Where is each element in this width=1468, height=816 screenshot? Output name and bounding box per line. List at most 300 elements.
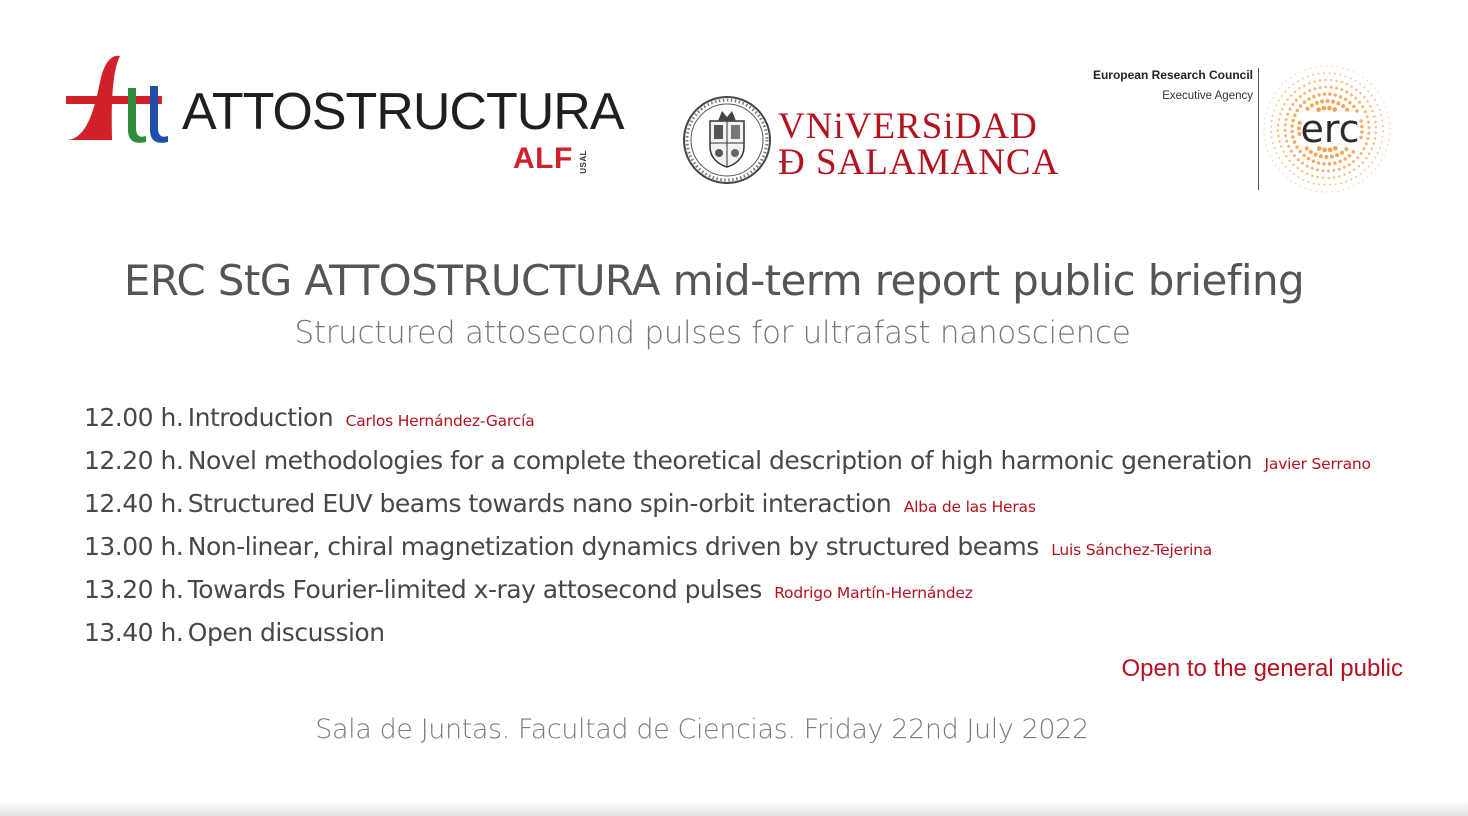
erc-burst-dot <box>1366 100 1368 102</box>
agenda-topic: Structured EUV beams towards nano spin-orbit interaction <box>187 489 892 518</box>
erc-burst-dot <box>1284 134 1287 137</box>
erc-burst-dot <box>1388 117 1389 118</box>
erc-burst-dot <box>1345 75 1347 77</box>
agenda-topic: Introduction <box>187 403 334 432</box>
erc-burst-dot <box>1348 69 1349 70</box>
erc-burst-dot <box>1345 90 1348 93</box>
erc-burst-dot <box>1380 114 1382 116</box>
erc-burst-dot <box>1372 142 1374 144</box>
erc-burst-dot <box>1368 152 1370 154</box>
erc-burst-dot <box>1303 92 1306 95</box>
erc-burst-dot <box>1324 184 1326 186</box>
erc-burst-dot <box>1295 74 1296 75</box>
erc-burst-dot <box>1311 167 1314 170</box>
agenda-speaker: Luis Sánchez-Tejerina <box>1051 541 1213 559</box>
erc-burst-dot <box>1298 176 1300 178</box>
erc-burst-dot <box>1337 66 1338 67</box>
erc-burst-dot <box>1275 165 1276 166</box>
erc-burst-dot <box>1327 191 1328 192</box>
erc-burst-dot <box>1288 87 1290 89</box>
erc-burst-dot <box>1295 145 1299 149</box>
erc-burst-dot <box>1366 115 1369 118</box>
erc-burst-dot <box>1359 92 1361 94</box>
erc-burst-dot <box>1358 74 1359 75</box>
erc-burst-dot <box>1297 80 1299 82</box>
erc-burst-dot <box>1292 163 1294 165</box>
erc-burst-dot <box>1288 160 1290 162</box>
erc-burst-dot <box>1275 104 1277 106</box>
erc-burst-dot <box>1319 79 1321 81</box>
erc-burst-dot <box>1371 110 1373 112</box>
erc-burst-dot <box>1306 173 1308 175</box>
agenda-time: 13.40 h. <box>84 618 184 647</box>
erc-burst-dot <box>1284 91 1286 93</box>
erc-council-label: European Research Council <box>1092 68 1253 82</box>
logo-bar <box>0 0 1468 210</box>
erc-burst-dot <box>1350 93 1353 96</box>
erc-burst-dot <box>1356 156 1359 159</box>
erc-burst-dot <box>1277 135 1279 137</box>
erc-burst-dot <box>1374 121 1376 123</box>
erc-burst-dot <box>1340 182 1342 184</box>
erc-burst-dot <box>1371 161 1373 163</box>
erc-burst-dot <box>1327 169 1330 172</box>
erc-burst-dot <box>1332 66 1333 67</box>
erc-burst-dot <box>1305 188 1306 189</box>
erc-burst-dot <box>1335 87 1338 90</box>
erc-burst-dot <box>1343 173 1345 175</box>
erc-burst-dot <box>1308 89 1311 92</box>
erc-burst-dot <box>1293 154 1296 157</box>
erc-burst-dot <box>1275 92 1276 93</box>
erc-burst-dot <box>1312 159 1316 163</box>
erc-burst-dot <box>1358 183 1359 184</box>
erc-burst-dot <box>1362 77 1363 78</box>
salamanca-wordmark-line2: Ð SALAMANCA <box>778 142 1060 183</box>
erc-burst-dot <box>1348 154 1352 158</box>
erc-burst-dot <box>1374 99 1376 101</box>
erc-burst-dot <box>1361 105 1364 108</box>
erc-burst-dot <box>1291 119 1295 123</box>
erc-burst-dot <box>1360 173 1362 175</box>
erc-burst-dot <box>1380 141 1382 143</box>
page-title: ERC StG ATTOSTRUCTURA mid-term report public briefing <box>123 256 1305 305</box>
erc-burst-dot <box>1385 106 1386 107</box>
erc-burst-dot <box>1324 79 1326 81</box>
erc-burst-dot <box>1353 71 1354 72</box>
erc-burst-dot <box>1320 99 1324 103</box>
erc-burst-dot <box>1359 119 1363 123</box>
erc-burst-dot <box>1374 157 1376 159</box>
erc-burst-dot <box>1374 137 1376 139</box>
erc-burst-dot <box>1330 86 1333 89</box>
erc-burst-dot <box>1319 86 1322 89</box>
erc-burst-dot <box>1267 107 1268 108</box>
erc-burst-dot <box>1379 147 1381 149</box>
erc-burst-dot <box>1348 187 1349 188</box>
erc-burst-dot <box>1360 152 1363 155</box>
erc-burst-dot <box>1365 142 1368 145</box>
erc-burst-dot <box>1290 77 1291 78</box>
open-to-public-note: Open to the general public <box>1121 655 1403 682</box>
erc-burst-dot <box>1353 168 1355 170</box>
erc-burst-dot <box>1340 88 1343 91</box>
erc-burst-dot <box>1328 162 1332 166</box>
erc-burst-dot <box>1286 177 1287 178</box>
erc-burst-dot <box>1272 115 1274 117</box>
erc-burst-dot <box>1264 123 1265 124</box>
erc-burst-dot <box>1375 169 1376 170</box>
erc-burst-dot <box>1321 169 1324 172</box>
erc-burst-dot <box>1287 145 1290 148</box>
erc-burst-dot <box>1301 170 1303 172</box>
erc-burst-dot <box>1350 77 1352 79</box>
erc-burst-dot <box>1367 121 1370 124</box>
erc-burst-dot <box>1271 120 1273 122</box>
erc-burst-dot <box>1389 134 1390 135</box>
erc-burst-dot <box>1373 115 1375 117</box>
attostructura-logo <box>66 52 624 182</box>
universidad-salamanca-logo <box>682 95 1060 190</box>
erc-burst-dot <box>1285 140 1288 143</box>
erc-burst-dot <box>1359 83 1361 85</box>
erc-burst-dot <box>1365 157 1367 159</box>
erc-burst-dot <box>1378 92 1379 93</box>
erc-burst-dot <box>1352 160 1355 163</box>
erc-burst-dot <box>1336 101 1340 105</box>
erc-burst-dot <box>1387 112 1388 113</box>
erc-burst-dot <box>1269 102 1270 103</box>
erc-burst-dot <box>1384 155 1385 156</box>
erc-burst-dot <box>1340 81 1342 83</box>
erc-burst-dot <box>1290 130 1294 134</box>
erc-burst-dot <box>1339 74 1341 76</box>
erc-burst-dot <box>1291 135 1295 139</box>
erc-burst-dot <box>1312 95 1316 99</box>
erc-burst-dot <box>1333 176 1335 178</box>
erc-burst-dot <box>1292 83 1294 85</box>
erc-burst-dot <box>1295 183 1296 184</box>
erc-burst-dot <box>1283 103 1285 105</box>
erc-burst-dot <box>1281 108 1283 110</box>
erc-burst-dot <box>1303 84 1305 86</box>
erc-burst-dot <box>1289 170 1291 172</box>
erc-burst-dot <box>1294 90 1296 92</box>
erc-burst-dot <box>1326 65 1327 66</box>
erc-burst-dot <box>1335 153 1339 157</box>
erc-burst-dot <box>1285 118 1288 121</box>
agenda-item <box>84 484 1414 527</box>
erc-burst-dot <box>1290 94 1292 96</box>
erc-burst-dot <box>1330 155 1334 159</box>
erc-burst-dot <box>1291 103 1294 106</box>
attostructura-mark-icon <box>66 52 176 147</box>
erc-burst-dot <box>1270 131 1272 133</box>
erc-burst-dot <box>1355 176 1357 178</box>
erc-burst-dot <box>1371 173 1372 174</box>
attostructura-wordmark: ATTOSTRUCTURA <box>182 83 624 141</box>
erc-burst-dot <box>1310 68 1311 69</box>
agenda-topic: Novel methodologies for a complete theoretical description of high harmonic generation <box>187 446 1253 475</box>
erc-burst-dot <box>1299 71 1300 72</box>
erc-burst-dot <box>1307 97 1311 101</box>
erc-burst-dot <box>1272 160 1273 161</box>
agenda-speaker: Alba de las Heras <box>903 498 1036 516</box>
erc-burst-dot <box>1342 67 1343 68</box>
erc-burst-dot <box>1315 66 1316 67</box>
erc-burst-dot <box>1278 118 1280 120</box>
salamanca-wordmark-line1: VNiVERSiDAD <box>778 106 1038 147</box>
erc-burst-dot <box>1377 104 1379 106</box>
erc-burst-dot <box>1282 150 1284 152</box>
erc-burst-dot <box>1322 177 1324 179</box>
erc-burst-dot <box>1290 150 1293 153</box>
erc-burst-dot <box>1307 75 1309 77</box>
erc-burst-dot <box>1375 132 1377 134</box>
erc-burst-dot <box>1314 153 1318 157</box>
erc-burst-dot <box>1323 92 1327 96</box>
erc-burst-dot <box>1277 124 1279 126</box>
erc-burst-dot <box>1348 101 1352 105</box>
erc-burst-dot <box>1293 140 1297 144</box>
erc-burst-dot <box>1278 157 1280 159</box>
erc-burst-dot <box>1364 110 1367 113</box>
erc-burst-dot <box>1318 183 1320 185</box>
erc-burst-dot <box>1329 184 1331 186</box>
agenda-time: 13.20 h. <box>84 575 184 604</box>
erc-burst-dot <box>1269 155 1270 156</box>
erc-burst-dot <box>1282 173 1283 174</box>
erc-burst-dot <box>1363 180 1364 181</box>
erc-burst-dot <box>1319 154 1323 158</box>
page-subtitle: Structured attosecond pulses for ultrafast nanoscience <box>294 315 1131 351</box>
erc-burst-dot <box>1296 167 1298 169</box>
erc-burst-dot <box>1303 100 1307 104</box>
erc-burst-dot <box>1360 125 1364 129</box>
erc-burst-dot <box>1355 88 1357 90</box>
agenda-item <box>84 570 1414 613</box>
erc-agency-label: Executive Agency <box>1162 90 1253 102</box>
erc-burst-dot <box>1278 169 1279 170</box>
erc-burst-dot <box>1331 100 1335 104</box>
erc-burst-dot <box>1355 80 1357 82</box>
erc-burst-dot <box>1281 95 1283 97</box>
erc-burst-dot <box>1279 113 1281 115</box>
erc-burst-dot <box>1327 177 1329 179</box>
erc-burst-dot <box>1315 101 1319 105</box>
erc-logo <box>1076 62 1396 194</box>
erc-burst-dot <box>1330 79 1332 81</box>
erc-burst-dot <box>1323 72 1325 74</box>
erc-burst-dot <box>1306 164 1309 167</box>
erc-burst-dot <box>1321 66 1322 67</box>
erc-burst-dot <box>1311 174 1313 176</box>
erc-burst-dot <box>1381 160 1382 161</box>
erc-burst-dot <box>1302 179 1304 181</box>
erc-burst-dot <box>1317 93 1321 97</box>
erc-burst-dot <box>1313 80 1315 82</box>
agenda-time: 12.40 h. <box>84 489 184 518</box>
erc-burst-dot <box>1383 101 1384 102</box>
erc-burst-dot <box>1335 80 1337 82</box>
erc-burst-dot <box>1379 109 1381 111</box>
erc-burst-dot <box>1285 155 1287 157</box>
erc-burst-dot <box>1270 126 1272 128</box>
erc-burst-dot <box>1343 189 1344 190</box>
venue-date: Sala de Juntas. Facultad de Ciencias. Friday 22nd July 2022 <box>315 714 1089 745</box>
agenda-item <box>84 398 1414 441</box>
erc-burst-dot <box>1382 131 1384 133</box>
erc-burst-dot <box>1317 161 1321 165</box>
agenda-item <box>84 527 1414 570</box>
erc-burst-dot <box>1296 109 1300 113</box>
erc-burst-icon <box>1262 64 1392 194</box>
erc-burst-dot <box>1313 87 1316 90</box>
erc-burst-dot <box>1308 82 1310 84</box>
erc-burst-dot <box>1278 88 1279 89</box>
erc-burst-dot <box>1276 152 1278 154</box>
erc-burst-dot <box>1307 181 1309 183</box>
erc-burst-dot <box>1389 123 1390 124</box>
erc-burst-dot <box>1266 145 1267 146</box>
erc-burst-dot <box>1286 80 1287 81</box>
erc-burst-dot <box>1382 125 1384 127</box>
erc-burst-dot <box>1364 169 1366 171</box>
agenda-list <box>84 398 1414 656</box>
erc-burst-dot <box>1329 72 1331 74</box>
erc-burst-dot <box>1321 191 1322 192</box>
erc-burst-dot <box>1358 165 1360 167</box>
erc-burst-dot <box>1272 142 1274 144</box>
erc-burst-dot <box>1312 74 1314 76</box>
alf-label: ALF <box>513 142 573 175</box>
erc-burst-dot <box>1366 137 1369 140</box>
agenda-topic: Non-linear, chiral magnetization dynamics driven by structured beams <box>187 532 1039 561</box>
erc-burst-dot <box>1265 112 1266 113</box>
erc-burst-dot <box>1324 85 1327 88</box>
erc-burst-dot <box>1272 97 1273 98</box>
erc-burst-dot <box>1280 145 1282 147</box>
erc-burst-dot <box>1343 157 1347 161</box>
erc-burst-dot <box>1278 140 1280 142</box>
agenda-topic: Open discussion <box>187 618 385 647</box>
erc-burst-dot <box>1300 186 1301 187</box>
erc-burst-dot <box>1282 84 1283 85</box>
erc-burst-dot <box>1338 175 1340 177</box>
erc-burst-dot <box>1310 189 1311 190</box>
erc-burst-dot <box>1343 166 1346 169</box>
erc-burst-dot <box>1363 96 1365 98</box>
erc-burst-dot <box>1318 73 1320 75</box>
agenda-time: 12.20 h. <box>84 446 184 475</box>
erc-burst-dot <box>1381 136 1383 138</box>
erc-burst-dot <box>1381 120 1383 122</box>
erc-burst-dot <box>1359 136 1363 140</box>
erc-burst-dot <box>1290 124 1294 128</box>
erc-burst-dot <box>1278 100 1280 102</box>
erc-burst-dot <box>1302 78 1304 80</box>
erc-burst-dot <box>1358 101 1361 104</box>
erc-burst-dot <box>1263 129 1264 130</box>
agenda-item <box>84 613 1414 656</box>
erc-burst-dot <box>1334 73 1336 75</box>
erc-burst-dot <box>1367 90 1369 92</box>
erc-burst-dot <box>1316 176 1318 178</box>
erc-burst-dot <box>1361 161 1363 163</box>
erc-burst-dot <box>1360 130 1364 134</box>
erc-burst-dot <box>1386 150 1387 151</box>
erc-burst-dot <box>1284 123 1287 126</box>
erc-burst-dot <box>1267 150 1268 151</box>
erc-burst-dot <box>1307 157 1311 161</box>
erc-burst-dot <box>1324 155 1328 159</box>
erc-burst-dot <box>1299 95 1302 98</box>
erc-burst-dot <box>1371 148 1373 150</box>
erc-burst-dot <box>1338 190 1339 191</box>
erc-burst-dot <box>1378 164 1379 165</box>
erc-burst-dot <box>1369 105 1371 107</box>
agenda-speaker: Carlos Hernández-García <box>345 412 535 430</box>
erc-burst-dot <box>1348 171 1350 173</box>
erc-burst-dot <box>1302 154 1306 158</box>
erc-burst-dot <box>1353 185 1354 186</box>
erc-burst-dot <box>1346 83 1348 85</box>
erc-burst-dot <box>1371 84 1372 85</box>
erc-burst-dot <box>1344 98 1348 102</box>
erc-burst-dot <box>1271 137 1273 139</box>
agenda-speaker: Javier Serrano <box>1264 455 1371 473</box>
agenda-item <box>84 441 1414 484</box>
erc-burst-dot <box>1367 80 1368 81</box>
erc-burst-dot <box>1297 158 1300 161</box>
erc-burst-dot <box>1338 168 1341 171</box>
erc-burst-dot <box>1283 129 1286 132</box>
erc-burst-dot <box>1350 179 1352 181</box>
erc-burst-dot <box>1339 95 1343 99</box>
erc-burst-dot <box>1354 97 1357 100</box>
university-seal-icon <box>682 95 772 185</box>
erc-burst-dot <box>1375 126 1377 128</box>
erc-burst-dot <box>1338 160 1342 164</box>
erc-burst-dot <box>1363 86 1365 88</box>
erc-burst-dot <box>1286 113 1289 116</box>
erc-burst-dot <box>1387 144 1388 145</box>
erc-burst-dot <box>1368 165 1370 167</box>
erc-burst-dot <box>1301 162 1304 165</box>
erc-burst-dot <box>1333 161 1337 165</box>
erc-burst-dot <box>1381 97 1382 98</box>
erc-burst-dot <box>1281 162 1283 164</box>
erc-burst-dot <box>1298 87 1300 89</box>
bottom-shadow <box>0 800 1468 816</box>
erc-burst-dot <box>1328 92 1332 96</box>
erc-burst-dot <box>1326 99 1330 103</box>
erc-burst-dot <box>1345 181 1347 183</box>
erc-burst-dot <box>1285 166 1287 168</box>
erc-burst-dot <box>1273 109 1275 111</box>
erc-burst-dot <box>1334 93 1338 97</box>
erc-burst-dot <box>1335 183 1337 185</box>
agenda-time: 13.00 h. <box>84 532 184 561</box>
erc-burst-dot <box>1316 190 1317 191</box>
erc-burst-dot <box>1293 114 1297 118</box>
erc-burst-dot <box>1348 163 1351 166</box>
erc-burst-dot <box>1367 126 1370 129</box>
agenda-speaker: Rodrigo Martín-Hernández <box>774 584 973 602</box>
erc-burst-dot <box>1264 118 1265 119</box>
erc-burst-dot <box>1388 139 1389 140</box>
erc-burst-dot <box>1322 162 1326 166</box>
